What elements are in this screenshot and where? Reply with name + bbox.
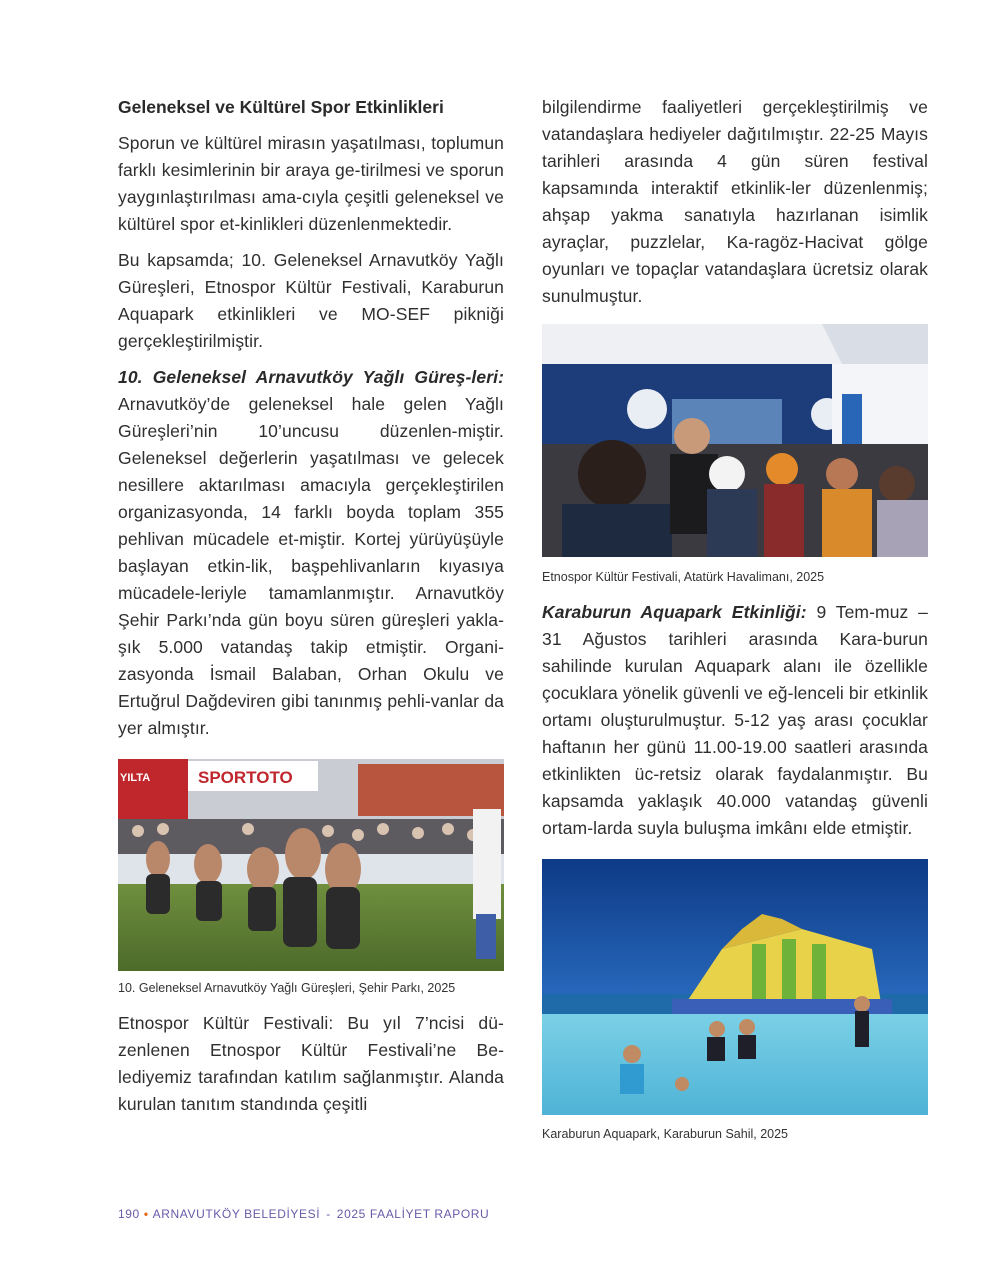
wrestling-paragraph	[118, 364, 504, 742]
left-column	[118, 94, 504, 1127]
aquapark-body: 9 Tem-muz – 31 Ağustos tarihleri arasında Kara-burun sahilinde kurulan Aquapark alanı ile özellikle çocuklara yönelik güvenli ve eğ-lenceli bir etkinlik ortamı oluşturulmuştur. 5-12 yaş arası çocuklar haftanın her günü 11.00-19.00 saatleri arasında etkinlikten üc-retsiz olarak faydalanmıştır. Bu kapsamda yaklaşık 40.000 vatandaş güvenli ortam-larda suyla buluşma imkânı elde etmiştir.	[542, 602, 928, 838]
aquapark-caption: Karaburun Aquapark, Karaburun Sahil, 2025	[542, 1127, 789, 1141]
footer-dot-icon: •	[143, 1207, 149, 1221]
page-footer	[118, 1207, 489, 1221]
footer-organization: ARNAVUTKÖY BELEDİYESİ	[152, 1207, 321, 1221]
aquapark-paragraph	[542, 599, 928, 842]
footer-separator: -	[326, 1207, 331, 1221]
festival-paragraph: Etnospor Kültür Festivali: Bu yıl 7’ncisi dü-zenlenen Etnospor Kültür Festivali’ne Be-lediyemiz tarafından katılım sağlanmıştır. Alanda kurulan tanıtım standında çeşitli	[118, 1013, 504, 1114]
sportoto-banner-text: SPORTOTO	[198, 768, 293, 787]
banner-side-text: YILTA	[120, 772, 151, 784]
festival-photo	[542, 324, 928, 557]
right-column	[542, 94, 928, 1156]
aquapark-lead: Karaburun Aquapark Etkinliği:	[542, 602, 807, 622]
festival-caption: Etnospor Kültür Festivali, Atatürk Havalimanı, 2025	[542, 570, 825, 584]
section-heading: Geleneksel ve Kültürel Spor Etkinlikleri	[118, 97, 444, 117]
page-number: 190	[118, 1207, 140, 1221]
intro-paragraph: Sporun ve kültürel mirasın yaşatılması, toplumun farklı kesimlerinin bir araya ge-tirilmesi ve sporun yaygınlaştırılması ama-cıyla çeşitli geleneksel ve kültürel spor et-kinlikleri düzenlenmektedir.	[118, 133, 504, 234]
footer-report-title: 2025 FAALİYET RAPORU	[336, 1207, 490, 1221]
festival-continued-paragraph: bilgilendirme faaliyetleri gerçekleştirilmiş ve vatandaşlara hediyeler dağıtılmıştır. 22-25 Mayıs tarihleri arasında 4 gün süren festival kapsamında interaktif etkinlik-ler düzenlenmiş; ahşap yakma sanatıyla hazırlanan isimlik ayraçlar, puzzlelar, Ka-ragöz-Hacivat gölge oyunları ve topaçlar vatandaşlara ücretsiz olarak sunulmuştur.	[542, 97, 928, 306]
wrestling-body: Arnavutköy’de geleneksel hale gelen Yağlı Güreşleri’nin 10’uncusu düzenlen-miştir. Geleneksel değerlerin yaşatılması ve gelecek nesillere aktarılması amacıyla gerçekleştirilen organizasyonda, 14 farklı boyda toplam 355 pehlivan mücadele et-miştir. Kortej yürüyüşüyle başlayan etkin-lik, başpehlivanların kıyasıya mücadele-leriyle tamamlanmıştır. Arnavutköy Şehir Parkı’nda gün boyu süren güreşleri yakla-şık 5.000 vatandaş takip etmiştir. Organi-zasyonda İsmail Balaban, Orhan Okulu ve Ertuğrul Dağdeviren gibi tanınmış pehli-vanlar da yer almıştır.	[118, 394, 504, 738]
wrestling-photo	[118, 759, 504, 971]
aquapark-photo	[542, 859, 928, 1115]
wrestling-caption: 10. Geleneksel Arnavutköy Yağlı Güreşleri, Şehir Parkı, 2025	[118, 981, 456, 995]
scope-paragraph: Bu kapsamda; 10. Geleneksel Arnavutköy Yağlı Güreşleri, Etnospor Kültür Festivali, Karaburun Aquapark etkinlikleri ve MO-SEF pikniği gerçekleştirilmiştir.	[118, 250, 504, 351]
wrestling-lead: 10. Geleneksel Arnavutköy Yağlı Güreş-leri:	[118, 367, 504, 387]
